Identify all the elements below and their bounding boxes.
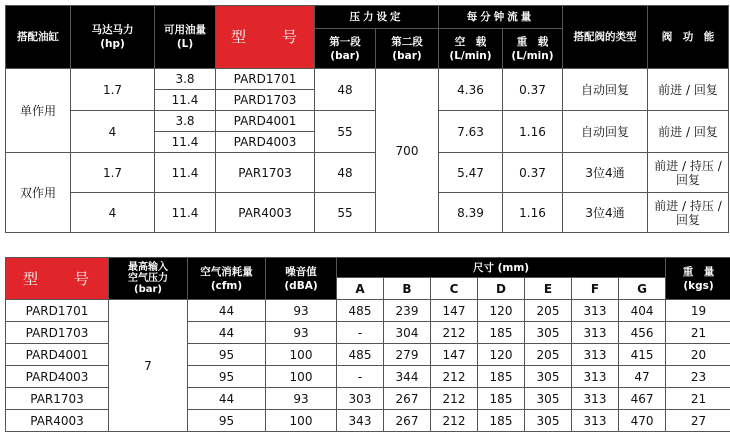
cell-dim: 212 [431, 388, 478, 410]
cell-weight: 21 [666, 388, 730, 410]
cell-model: PARD4001 [6, 344, 109, 366]
cell-valve: 自动回复 [563, 111, 648, 153]
cell-dim: 120 [478, 344, 525, 366]
cell-stage1: 55 [315, 193, 376, 233]
cell-weight: 19 [666, 300, 730, 322]
dim-col-g: G [619, 278, 666, 300]
cell-model: PARD4001 [216, 111, 315, 132]
cell-dim: 313 [572, 388, 619, 410]
cell-oil: 3.8 [155, 111, 216, 132]
cell-dim: 456 [619, 322, 666, 344]
cell-model: PAR4003 [216, 193, 315, 233]
cell-dim: 305 [525, 366, 572, 388]
cell-dim: 485 [337, 300, 384, 322]
cell-model: PARD1703 [6, 322, 109, 344]
cell-dim: 404 [619, 300, 666, 322]
cell-dim: 304 [384, 322, 431, 344]
cell-dim: 185 [478, 388, 525, 410]
cell-dim: 239 [384, 300, 431, 322]
header-air-consumption: 空气消耗量 (cfm) [188, 258, 266, 300]
cell-stage1: 48 [315, 153, 376, 193]
cell-dim: 305 [525, 388, 572, 410]
cell-cfm: 44 [188, 388, 266, 410]
cell-model: PARD4003 [6, 366, 109, 388]
cell-model: PARD4003 [216, 132, 315, 153]
cell-hp: 4 [71, 193, 155, 233]
cell-function: 前进 / 回复 [648, 111, 729, 153]
header-stage2: 第二段 (bar) [376, 29, 439, 69]
cell-dim: 313 [572, 344, 619, 366]
cell-stage1: 48 [315, 69, 376, 111]
cell-oil: 11.4 [155, 153, 216, 193]
cell-oil: 11.4 [155, 90, 216, 111]
cell-cfm: 44 [188, 322, 266, 344]
cell-cfm: 44 [188, 300, 266, 322]
cell-model: PARD1701 [216, 69, 315, 90]
cell-dba: 100 [266, 344, 337, 366]
header-valve-type: 搭配阀的类型 [563, 6, 648, 69]
cell-function: 前进 / 回复 [648, 69, 729, 111]
cell-no-load: 7.63 [439, 111, 503, 153]
cell-function: 前进 / 持压 / 回复 [648, 193, 729, 233]
cell-full-load: 1.16 [503, 193, 563, 233]
cell-dim: 415 [619, 344, 666, 366]
cell-dim: 467 [619, 388, 666, 410]
cell-dim: 344 [384, 366, 431, 388]
cell-no-load: 4.36 [439, 69, 503, 111]
cell-model: PAR4003 [6, 410, 109, 432]
header-motor-hp: 马达马力 (hp) [71, 6, 155, 69]
cell-hp: 4 [71, 111, 155, 153]
cell-stage2: 700 [376, 69, 439, 233]
cell-model: PAR1703 [6, 388, 109, 410]
cell-dim: 185 [478, 366, 525, 388]
cell-dim: 313 [572, 410, 619, 432]
cell-cfm: 95 [188, 410, 266, 432]
cell-dim: 120 [478, 300, 525, 322]
cell-full-load: 0.37 [503, 69, 563, 111]
header-valve-function: 阀 功 能 [648, 6, 729, 69]
cell-max-air: 7 [109, 300, 188, 432]
cell-dim: 147 [431, 300, 478, 322]
cell-cfm: 95 [188, 366, 266, 388]
cell-dim: 205 [525, 300, 572, 322]
cell-dim: 147 [431, 344, 478, 366]
table-row [6, 300, 730, 322]
header-max-air-pressure: 最高输入 空气压力 (bar) [109, 258, 188, 300]
header-weight: 重 量 (kgs) [666, 258, 730, 300]
cell-no-load: 5.47 [439, 153, 503, 193]
dim-col-f: F [572, 278, 619, 300]
cell-hp: 1.7 [71, 153, 155, 193]
header-noise: 噪音值 (dBA) [266, 258, 337, 300]
cell-dba: 100 [266, 410, 337, 432]
cell-function: 前进 / 持压 / 回复 [648, 153, 729, 193]
header-model: 型 号 [6, 258, 109, 300]
cell-valve: 自动回复 [563, 69, 648, 111]
cell-dba: 93 [266, 388, 337, 410]
dimension-table [5, 257, 730, 432]
pump-spec-table [5, 5, 729, 233]
cell-weight: 20 [666, 344, 730, 366]
dim-col-e: E [525, 278, 572, 300]
cell-model: PARD1701 [6, 300, 109, 322]
header-model: 型 号 [216, 6, 315, 69]
cell-model: PARD1703 [216, 90, 315, 111]
cell-dba: 93 [266, 300, 337, 322]
cell-dim: 185 [478, 410, 525, 432]
header-flow: 每分钟流量 [439, 6, 563, 29]
cell-dim: 267 [384, 410, 431, 432]
header-stage1: 第一段 (bar) [315, 29, 376, 69]
cell-dim: 303 [337, 388, 384, 410]
cell-full-load: 0.37 [503, 153, 563, 193]
cell-oil: 11.4 [155, 132, 216, 153]
header-no-load: 空 载 (L/min) [439, 29, 503, 69]
cell-dim: 212 [431, 322, 478, 344]
cell-dim: 212 [431, 366, 478, 388]
cell-dba: 93 [266, 322, 337, 344]
header-dimensions: 尺寸 (mm) [337, 258, 666, 278]
dim-col-a: A [337, 278, 384, 300]
cell-dim: 279 [384, 344, 431, 366]
cell-no-load: 8.39 [439, 193, 503, 233]
cell-oil: 11.4 [155, 193, 216, 233]
header-full-load: 重 载 (L/min) [503, 29, 563, 69]
cell-dim: 313 [572, 322, 619, 344]
cell-dim: 212 [431, 410, 478, 432]
cell-full-load: 1.16 [503, 111, 563, 153]
cell-stage1: 55 [315, 111, 376, 153]
cell-dim: 343 [337, 410, 384, 432]
dim-col-c: C [431, 278, 478, 300]
cell-hp: 1.7 [71, 69, 155, 111]
cell-dim: 470 [619, 410, 666, 432]
cell-dim: 185 [478, 322, 525, 344]
cell-dim: 305 [525, 322, 572, 344]
cell-weight: 27 [666, 410, 730, 432]
dim-col-b: B [384, 278, 431, 300]
cell-dba: 100 [266, 366, 337, 388]
cylinder-double: 双作用 [6, 153, 71, 233]
dim-col-d: D [478, 278, 525, 300]
cell-dim: 267 [384, 388, 431, 410]
cell-dim: 205 [525, 344, 572, 366]
cell-dim: - [337, 322, 384, 344]
cylinder-single: 单作用 [6, 69, 71, 153]
cell-dim: 313 [572, 300, 619, 322]
cell-dim: 485 [337, 344, 384, 366]
cell-cfm: 95 [188, 344, 266, 366]
cell-dim: - [337, 366, 384, 388]
cell-model: PAR1703 [216, 153, 315, 193]
cell-valve: 3位4通 [563, 153, 648, 193]
cell-weight: 23 [666, 366, 730, 388]
cell-dim: 305 [525, 410, 572, 432]
cell-dim: 47 [619, 366, 666, 388]
cell-oil: 3.8 [155, 69, 216, 90]
header-pressure: 压力设定 [315, 6, 439, 29]
cell-valve: 3位4通 [563, 193, 648, 233]
header-cylinder: 搭配油缸 [6, 6, 71, 69]
cell-weight: 21 [666, 322, 730, 344]
header-usable-oil: 可用油量 (L) [155, 6, 216, 69]
cell-dim: 313 [572, 366, 619, 388]
